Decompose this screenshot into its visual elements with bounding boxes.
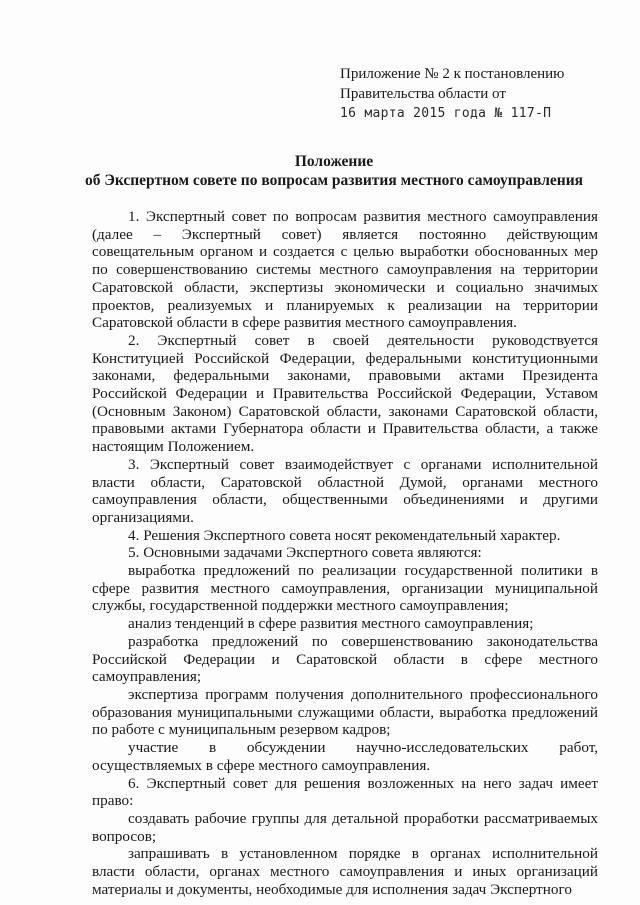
paragraph: 5. Основными задачами Экспертного совета являются: <box>128 544 482 562</box>
title-line-1: Положение <box>294 153 374 170</box>
paragraph: экспертиза программ получения дополнительного профессионального образования муниципальными служащими области, выработка предложений по работе с муниципальным резервом кадров; <box>92 685 598 739</box>
paragraph: 3. Экспертный совет взаимодействует с органами исполнительной власти области, Саратовской областной Думой, органами местного самоуправления области, общественными объединениями и другими организациями. <box>92 455 598 526</box>
appendix-line-2: Правительства области от <box>340 86 506 102</box>
paragraph: создавать рабочие группы для детальной проработки рассматриваемых вопросов; <box>92 809 598 845</box>
paragraph: анализ тенденций в сфере развития местного самоуправления; <box>128 615 534 633</box>
document-title <box>70 152 598 190</box>
paragraph: участие в обсуждении научно-исследовательских работ, осуществляемых в сфере местного самоуправления. <box>92 739 598 774</box>
paragraph: разработка предложений по совершенствованию законодательства Российской Федерации и Саратовской области в сфере местного самоуправления; <box>92 632 598 686</box>
appendix-date-stamp: 16 марта 2015 года № 117-П <box>340 106 552 121</box>
paragraph: 4. Решения Экспертного совета носят рекомендательный характер. <box>128 526 561 544</box>
paragraph: 2. Экспертный совет в своей деятельности руководствуется Конституцией Российской Федерации, федеральными конституционными законами, федеральными законами, правовыми актами Президента Российской Федерации и Правительства Российской Федерации, Уставом (Основным Законом) Саратовской области, законами Саратовской области, правовыми актами Губернатора области и Правительства области, а также настоящим Положением. <box>92 331 598 456</box>
title-line-2: об Экспертном совете по вопросам развития местного самоуправления <box>84 172 584 189</box>
document-body <box>92 208 598 898</box>
paragraph: 6. Экспертный совет для решения возложенных на него задач имеет право: <box>92 774 598 810</box>
paragraph: выработка предложений по реализации государственной политики в сфере развития местного самоуправления, организации муниципальной службы, государственной поддержки местного самоуправления; <box>92 562 598 615</box>
appendix-line-1: Приложение № 2 к постановлению <box>340 66 565 82</box>
paragraph: запрашивать в установленном порядке в органах исполнительной власти области, органах местного самоуправления и иных организаций материалы и документы, необходимые для исполнения задач Экспертного <box>92 845 598 898</box>
paragraph: 1. Экспертный совет по вопросам развития местного самоуправления (далее – Экспертный совет) является постоянно действующим совещательным органом и создается с целью выработки обоснованных мер по совершенствованию системы местного самоуправления на территории Саратовской области, экспертизы экономически и социально значимых проектов, реализуемых и планируемых к реализации на территории Саратовской области в сфере развития местного самоуправления. <box>92 208 598 332</box>
appendix-header <box>340 64 620 124</box>
